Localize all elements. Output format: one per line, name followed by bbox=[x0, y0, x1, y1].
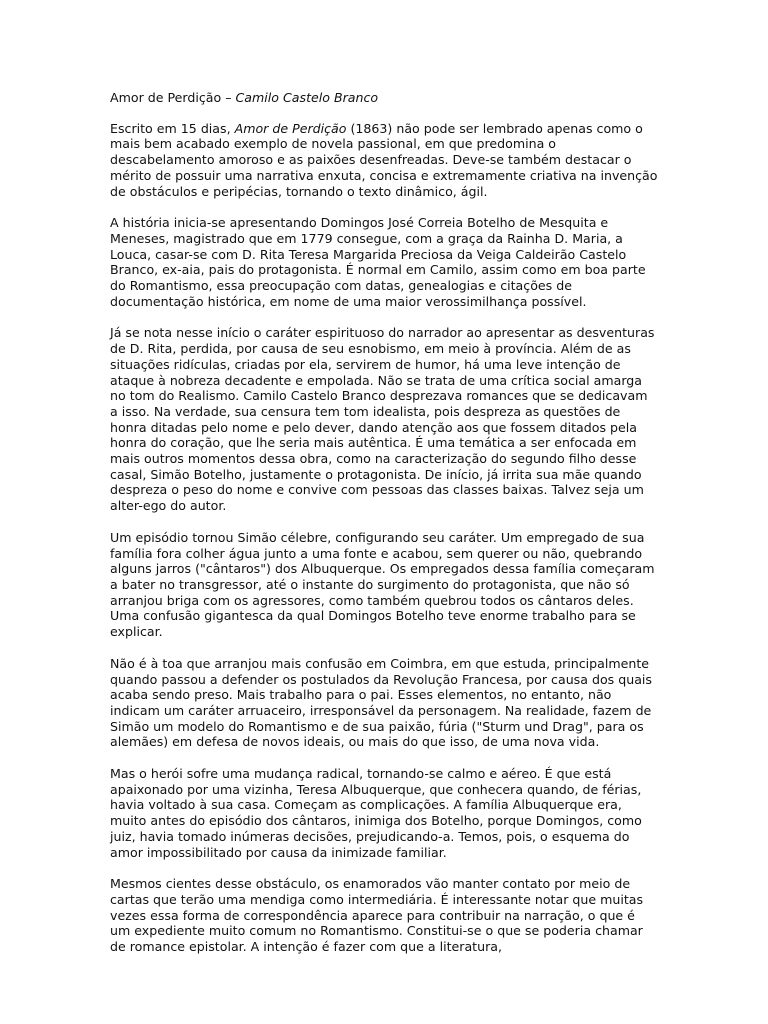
paragraph-6: Mas o herói sofre uma mudança radical, tornando-se calmo e aéreo. É que está apaixonado por uma vizinha, Teresa Albuquerque, que conhecera quando, de férias, havia voltado à sua casa. Começam as complicações. A família Albuquerque era, muito antes do episódio dos cântaros, inimiga dos Botelho, porque Domingos, como juiz, havia tomado inúmeras decisões, prejudicando-a. Temos, pois, o esquema do amor impossibilitado por causa da inimizade familiar. bbox=[110, 766, 642, 860]
paragraph-1 bbox=[110, 121, 658, 200]
paragraph-7: Mesmos cientes desse obstáculo, os enamorados vão manter contato por meio de cartas que terão uma mendiga como intermediária. É interessante notar que muitas vezes essa forma de correspondência aparece para contribuir na narração, o que é um expediente muito comum no Romantismo. Constitui-se o que se poderia chamar de romance epistolar. A intenção é fazer com que a literatura, bbox=[110, 876, 644, 955]
document-title bbox=[110, 90, 658, 106]
paragraph-3: Já se nota nesse início o caráter espirituoso do narrador ao apresentar as desventuras de D. Rita, perdida, por causa de seu esnobismo, em meio à província. Além de as situações ridículas, criadas por ela, servirem de humor, há uma leve intenção de ataque à nobreza decadente e empolada. Não se trata de uma crítica social amarga no tom do Realismo. Camilo Castelo Branco desprezava romances que se dedicavam a isso. Na verdade, sua censura tem tom idealista, pois despreza as questões de honra ditadas pelo nome e pelo dever, dando atenção aos que fossem ditados pela honra do coração, que lhe seria mais autêntica. É uma temática a ser enfocada em mais outros momentos dessa obra, como na caracterização do segundo filho desse casal, Simão Botelho, justamente o protagonista. De início, já irrita sua mãe quando despreza o peso do nome e convive com pessoas das classes baixas. Talvez seja um alter-ego do autor. bbox=[110, 325, 655, 514]
paragraph-4: Um episódio tornou Simão célebre, configurando seu caráter. Um empregado de sua família fora colher água junto a uma fonte e acabou, sem querer ou não, quebrando alguns jarros ("cântaros") dos Albuquerque. Os empregados dessa família começaram a bater no transgressor, até o instante do surgimento do protagonista, que não só arranjou briga com os agressores, como também quebrou todos os cântaros deles. Uma confusão gigantesca da qual Domingos Botelho teve enorme trabalho para se explicar. bbox=[110, 529, 655, 640]
p1-text-before: Escrito em 15 dias, bbox=[110, 120, 235, 136]
title-work: Amor de Perdição – bbox=[110, 90, 236, 105]
paragraph-2: A história inicia-se apresentando Domingos José Correia Botelho de Mesquita e Meneses, magistrado que em 1779 consegue, com a graça da Rainha D. Maria, a Louca, casar-se com D. Rita Teresa Margarida Preciosa da Veiga Caldeirão Castelo Branco, ex-aia, pais do protagonista. É normal em Camilo, assim como em boa parte do Romantismo, essa preocupação com datas, genealogias e citações de documentação histórica, em nome de uma maior verossimilhança possível. bbox=[110, 215, 646, 309]
title-author: Camilo Castelo Branco bbox=[235, 90, 379, 105]
document-page bbox=[110, 90, 658, 955]
paragraph-5: Não é à toa que arranjou mais confusão em Coimbra, em que estuda, principalmente quando passou a defender os postulados da Revolução Francesa, por causa dos quais acaba sendo preso. Mais trabalho para o pai. Esses elementos, no entanto, não indicam um caráter arruaceiro, irresponsável da personagem. Na realidade, fazem de Simão um modelo do Romantismo e de sua paixão, fúria ("Sturm und Drag", para os alemães) em defesa de novos ideais, ou mais do que isso, de uma nova vida. bbox=[110, 655, 652, 750]
p1-work-title: Amor de Perdição bbox=[234, 120, 347, 136]
p1-text-after: (1863) não pode ser lembrado apenas como o mais bem acabado exemplo de novela passional, em que predomina o descabelamento amoroso e as paixões desenfreadas. Deve-se também destacar o mérito de possuir uma narrativa enxuta, concisa e extremamente criativa na invenção de obstáculos e peripécias, tornando o texto dinâmico, ágil. bbox=[110, 120, 658, 199]
